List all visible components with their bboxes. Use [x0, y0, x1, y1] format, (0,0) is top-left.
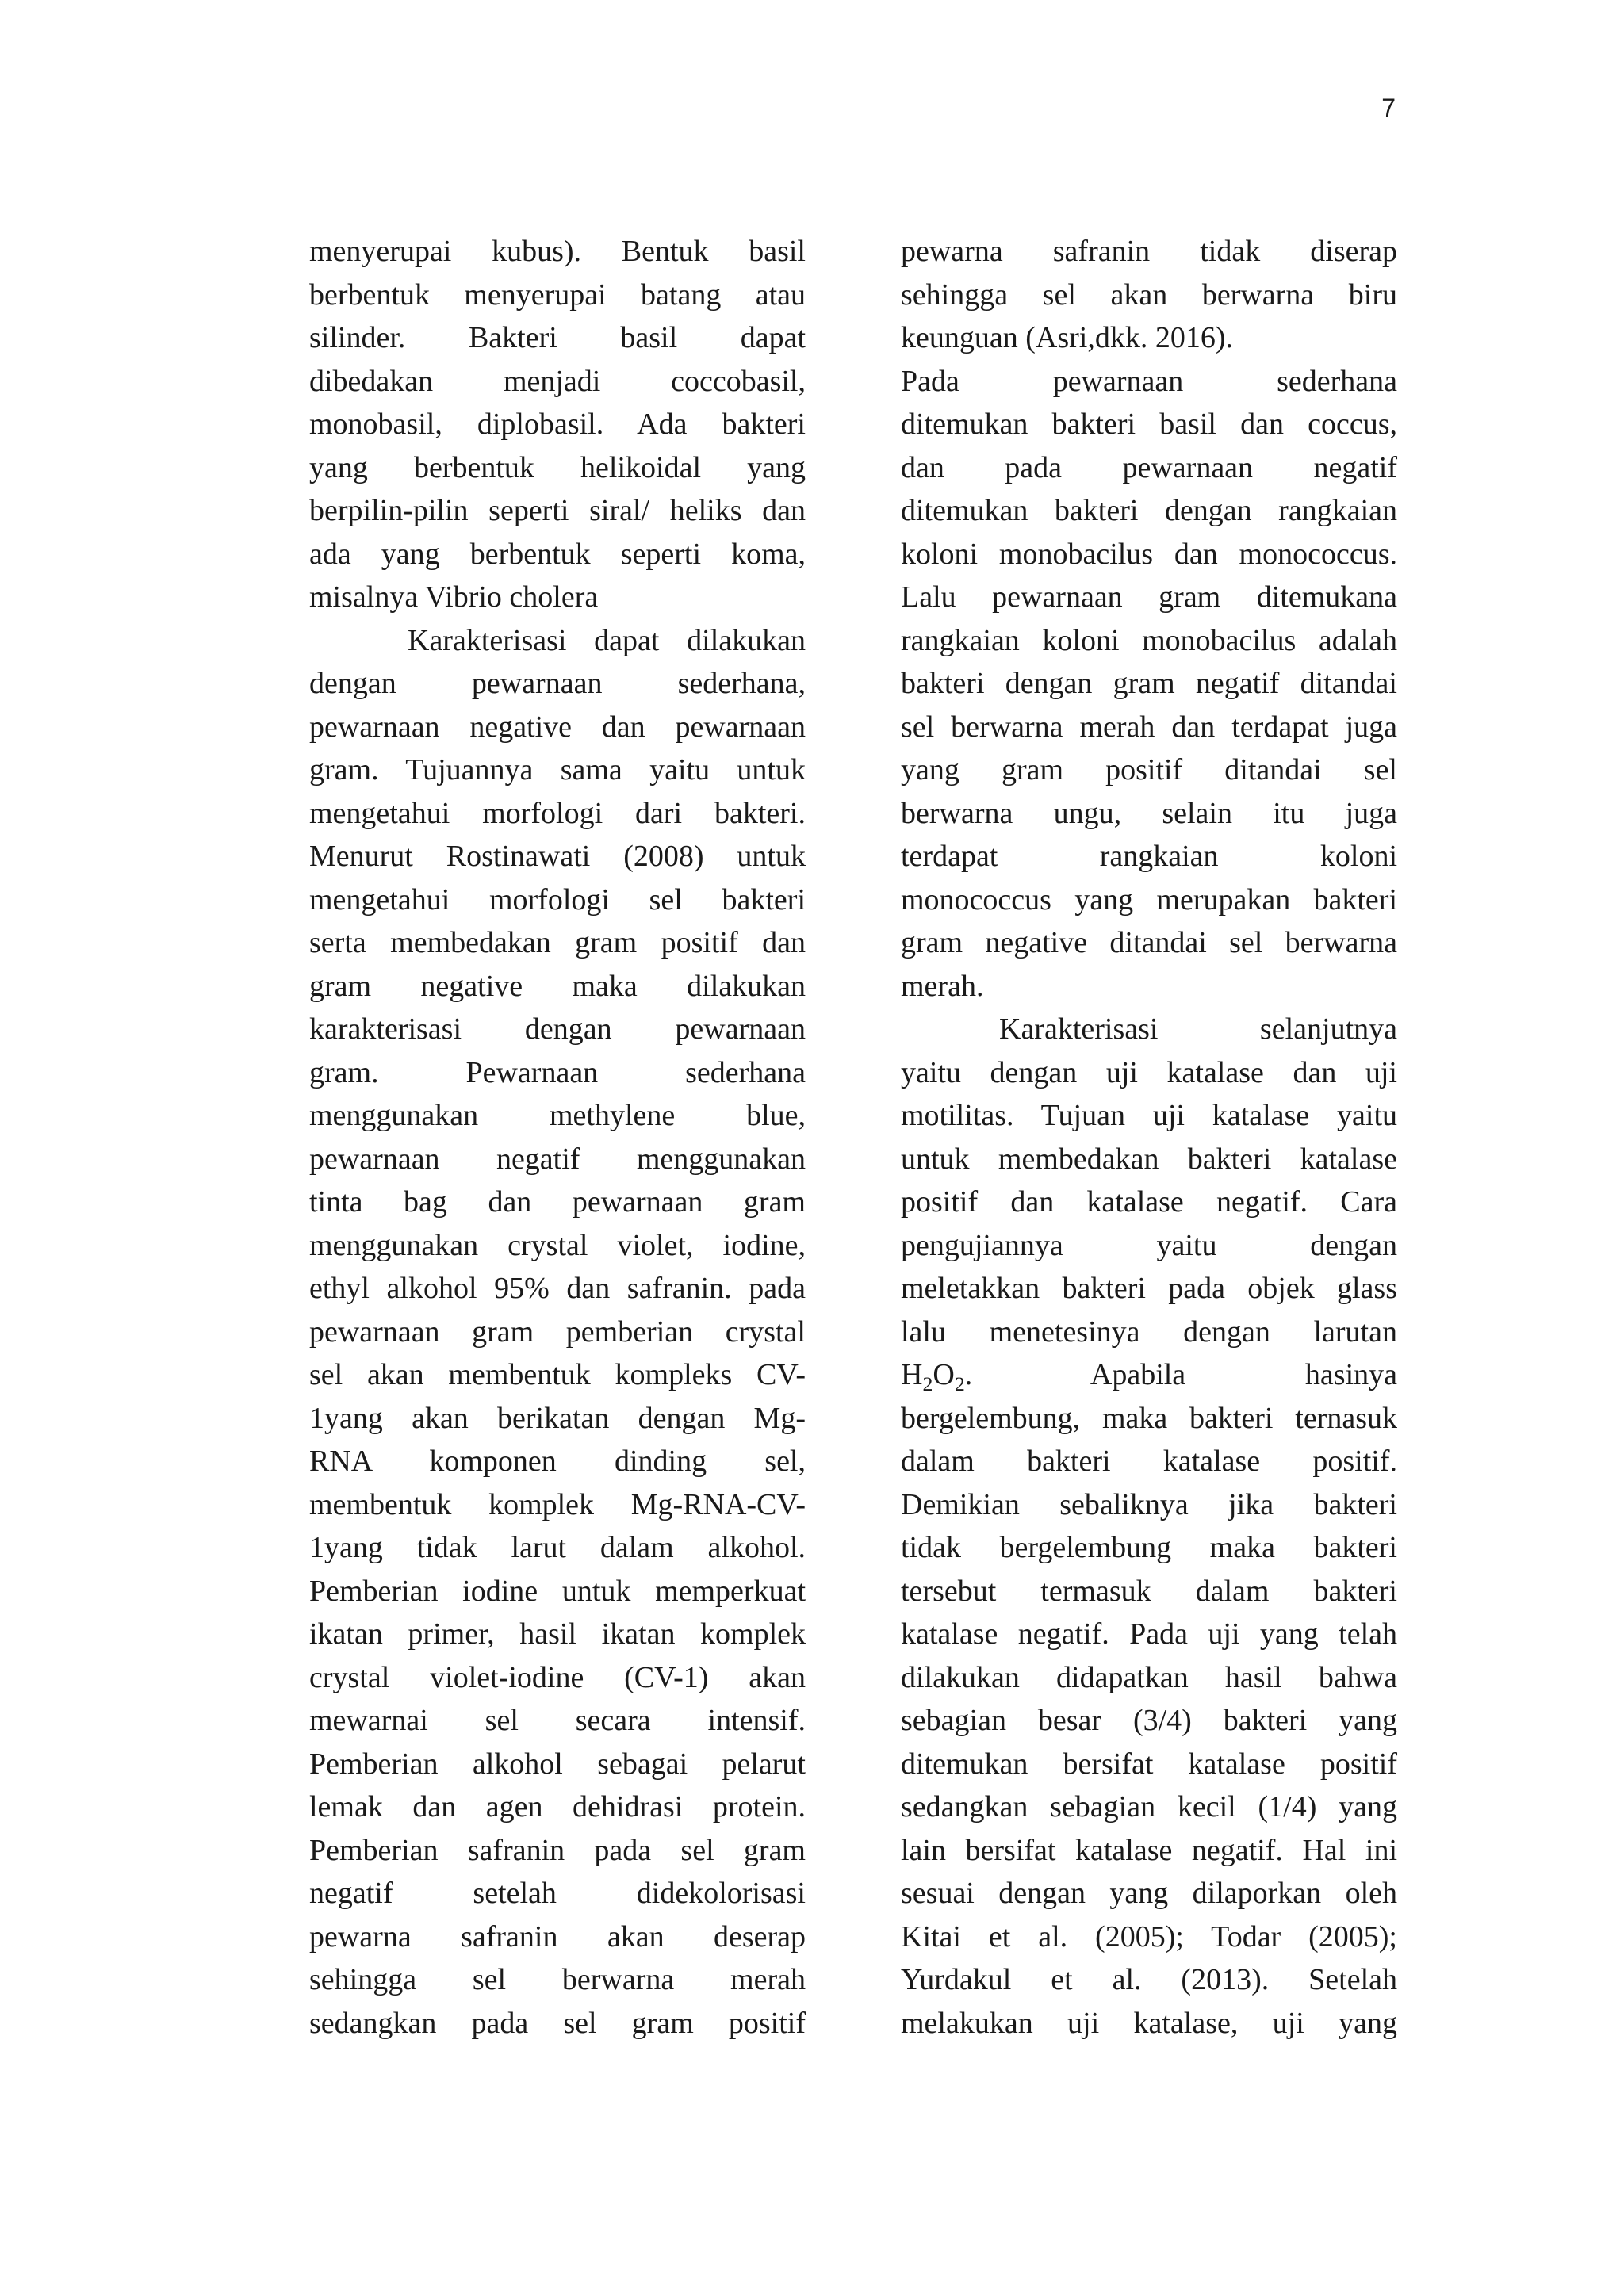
text-line: dengan pewarnaan sederhana, — [309, 667, 806, 700]
text-line: bergelembung, maka bakteri ternasuk — [901, 1401, 1397, 1435]
text-line: yaitu dengan uji katalase dan uji — [901, 1055, 1397, 1089]
text-line: koloni monobacilus dan monococcus. — [901, 537, 1397, 571]
text-line: Pemberian iodine untuk memperkuat — [309, 1574, 806, 1608]
formula-h: H — [901, 1358, 923, 1391]
text-line: dalam bakteri katalase positif. — [901, 1445, 1397, 1478]
text-line: pewarnaan negative dan pewarnaan — [309, 710, 806, 744]
formula-sub-2: 2 — [954, 1372, 965, 1395]
formula-o: O — [933, 1358, 955, 1391]
text-line: 1yang akan berikatan dengan Mg- — [309, 1401, 806, 1435]
formula-line — [901, 1353, 1397, 1397]
text-line: RNA komponen dinding sel, — [309, 1445, 806, 1478]
text-line: berpilin-pilin seperti siral/ heliks dan — [309, 494, 806, 527]
text-line: katalase negatif. Pada uji yang telah — [901, 1617, 1397, 1651]
text-line: untuk membedakan bakteri katalase — [901, 1142, 1397, 1176]
text-line: tersebut termasuk dalam bakteri — [901, 1574, 1397, 1608]
text-line: menyerupai kubus). Bentuk basil — [309, 235, 806, 268]
text-line: Pemberian alkohol sebagai pelarut — [309, 1747, 806, 1781]
text-line: gram negative ditandai sel berwarna — [901, 926, 1397, 959]
text-line: dilakukan didapatkan hasil bahwa — [901, 1660, 1397, 1694]
text-line: Demikian sebaliknya jika bakteri — [901, 1487, 1397, 1521]
text-line: lemak dan agen dehidrasi protein. — [309, 1790, 806, 1823]
text-line: menggunakan methylene blue, — [309, 1099, 806, 1132]
text-line: negatif setelah didekolorisasi — [309, 1877, 806, 1910]
text-line: gram negative maka dilakukan — [309, 969, 806, 1003]
text-line: pewarnaan negatif menggunakan — [309, 1142, 806, 1176]
text-line: Pemberian safranin pada sel gram — [309, 1833, 806, 1867]
text-line: sehingga sel berwarna merah — [309, 1963, 806, 1996]
text-line: sehingga sel akan berwarna biru — [901, 277, 1397, 312]
page-number: 7 — [1381, 94, 1396, 122]
text-line: monococcus yang merupakan bakteri — [901, 882, 1397, 916]
text-line: ditemukan bakteri dengan rangkaian — [901, 494, 1397, 527]
text-line: sedangkan pada sel gram positif — [309, 2006, 806, 2040]
text-line: serta membedakan gram positif dan — [309, 926, 806, 959]
text-line: keunguan (Asri,dkk. 2016). — [901, 321, 1233, 354]
text-line: ada yang berbentuk seperti koma, — [309, 537, 806, 571]
text-line: mewarnai sel secara intensif. — [309, 1704, 806, 1737]
text-line: Pada pewarnaan sederhana — [901, 364, 1397, 398]
text-line: meletakkan bakteri pada objek glass — [901, 1272, 1397, 1305]
paragraph-start-line: Karakterisasi dapat dilakukan — [408, 623, 806, 657]
text-line: lain bersifat katalase negatif. Hal ini — [901, 1833, 1397, 1867]
text-line: merah. — [901, 969, 984, 1003]
text-line: Yurdakul et al. (2013). Setelah — [901, 1963, 1397, 1996]
text-line: membentuk komplek Mg-RNA-CV- — [309, 1487, 806, 1521]
text-line: ethyl alkohol 95% dan safranin. pada — [309, 1272, 806, 1305]
text-line: sedangkan sebagian kecil (1/4) yang — [901, 1790, 1397, 1823]
paragraph-start-line: Karakterisasi selanjutnya — [999, 1012, 1397, 1046]
text-line: mengetahui morfologi sel bakteri — [309, 882, 806, 916]
text-line: motilitas. Tujuan uji katalase yaitu — [901, 1099, 1397, 1132]
text-line: misalnya Vibrio cholera — [309, 580, 599, 614]
text-line: sesuai dengan yang dilaporkan oleh — [901, 1877, 1397, 1910]
left-text-column — [309, 230, 806, 2045]
text-line: tidak bergelembung maka bakteri — [901, 1531, 1397, 1564]
text-line: ditemukan bersifat katalase positif — [901, 1747, 1397, 1781]
text-line: ditemukan bakteri basil dan coccus, — [901, 408, 1397, 441]
text-line: Menurut Rostinawati (2008) untuk — [309, 840, 806, 873]
text-line: sebagian besar (3/4) bakteri yang — [901, 1704, 1397, 1737]
text-line: Lalu pewarnaan gram ditemukana — [901, 580, 1397, 614]
text-line: rangkaian koloni monobacilus adalah — [901, 623, 1397, 657]
text-line: melakukan uji katalase, uji yang — [901, 2006, 1397, 2040]
text-line: monobasil, diplobasil. Ada bakteri — [309, 408, 806, 441]
text-line: terdapat rangkaian koloni — [901, 840, 1397, 873]
text-line: tinta bag dan pewarnaan gram — [309, 1185, 806, 1219]
formula-rest: . Apabila hasinya — [964, 1358, 1397, 1391]
formula-sub-1: 2 — [922, 1372, 933, 1395]
text-line: dibedakan menjadi coccobasil, — [309, 364, 806, 398]
right-text-column — [901, 230, 1397, 2045]
text-line: menggunakan crystal violet, iodine, — [309, 1228, 806, 1262]
text-line: bakteri dengan gram negatif ditandai — [901, 667, 1397, 700]
text-line: ikatan primer, hasil ikatan komplek — [309, 1617, 806, 1651]
text-line: Kitai et al. (2005); Todar (2005); — [901, 1919, 1397, 1954]
text-line: yang berbentuk helikoidal yang — [309, 450, 806, 484]
text-line: positif dan katalase negatif. Cara — [901, 1185, 1397, 1219]
text-line: crystal violet-iodine (CV-1) akan — [309, 1660, 806, 1694]
text-line: gram. Pewarnaan sederhana — [309, 1055, 806, 1089]
text-line: pengujiannya yaitu dengan — [901, 1228, 1397, 1262]
text-line: pewarna safranin tidak diserap — [901, 235, 1397, 268]
text-line: lalu menetesinya dengan larutan — [901, 1314, 1397, 1349]
text-line: dan pada pewarnaan negatif — [901, 450, 1397, 484]
text-line: sel akan membentuk kompleks CV- — [309, 1358, 806, 1391]
text-line: sel berwarna merah dan terdapat juga — [901, 710, 1397, 744]
text-line: pewarna safranin akan deserap — [309, 1919, 806, 1954]
text-line: berbentuk menyerupai batang atau — [309, 277, 806, 312]
text-line: silinder. Bakteri basil dapat — [309, 321, 806, 354]
text-line: karakterisasi dengan pewarnaan — [309, 1012, 806, 1046]
text-line: gram. Tujuannya sama yaitu untuk — [309, 753, 806, 786]
text-line: mengetahui morfologi dari bakteri. — [309, 796, 806, 830]
text-line: pewarnaan gram pemberian crystal — [309, 1314, 806, 1349]
text-line: yang gram positif ditandai sel — [901, 753, 1397, 786]
text-line: berwarna ungu, selain itu juga — [901, 796, 1397, 830]
text-line: 1yang tidak larut dalam alkohol. — [309, 1531, 806, 1564]
